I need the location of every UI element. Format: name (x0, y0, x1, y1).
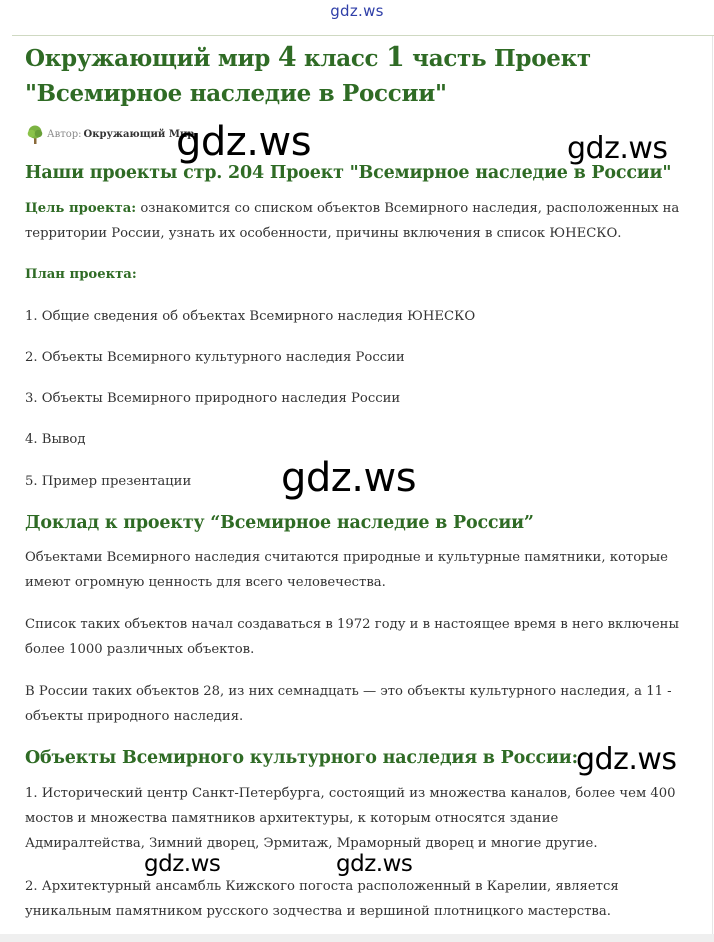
title-grade-number: 4 (277, 42, 297, 73)
report-paragraph: Объектами Всемирного наследия считаются природные и культурные памятники, которые имеют огромную ценность для всего человечества. (25, 550, 668, 590)
title-part-2: класс (296, 45, 386, 72)
footer-bar (0, 934, 714, 942)
watermark: gdz.ws (144, 851, 221, 877)
title-part-1: Окружающий мир (25, 45, 278, 72)
title-part-number: 1 (385, 42, 405, 73)
plan-item: 5. Пример презентации (25, 474, 192, 489)
author-name[interactable]: Окружающий Мир (83, 128, 195, 140)
watermark: gdz.ws (567, 131, 668, 166)
section-heading-report: Доклад к проекту “Всемирное наследие в России” (25, 513, 534, 533)
plan-label: План проекта: (25, 267, 137, 282)
plan-item: 1. Общие сведения об объектах Всемирного наследия ЮНЕСКО (25, 309, 476, 324)
goal-paragraph (25, 196, 680, 246)
page-title (25, 40, 685, 111)
plan-label-paragraph (25, 262, 680, 287)
report-paragraph: Список таких объектов начал создаваться в 1972 году и в настоящее время в него включены более 1000 различных объектов. (25, 617, 679, 657)
plan-item: 4. Вывод (25, 432, 86, 447)
report-paragraph: В России таких объектов 28, из них семнадцать — это объекты культурного наследия, а 11 - объекты природного наследия. (25, 684, 672, 724)
goal-label: Цель проекта: (25, 201, 137, 216)
plan-item: 2. Объекты Всемирного культурного наследия России (25, 350, 405, 365)
section-heading-projects: Наши проекты стр. 204 Проект "Всемирное наследие в России" (25, 163, 672, 183)
header-divider (12, 35, 714, 36)
author-prefix: Автор: (47, 128, 82, 140)
watermark: gdz.ws (576, 742, 677, 777)
cultural-object-item: 2. Архитектурный ансамбль Кижского погоста расположенный в Карелии, является уникальным памятником русского зодчества и вершиной плотницкого мастерства. (25, 879, 619, 919)
tree-icon (25, 124, 45, 144)
title-line-2: "Всемирное наследие в России" (25, 80, 447, 107)
title-part-3: часть Проект (404, 45, 591, 72)
watermark: gdz.ws (176, 119, 312, 165)
watermark: gdz.ws (281, 455, 417, 501)
cultural-object-item: 1. Исторический центр Санкт-Петербурга, состоящий из множества каналов, более чем 400 мостов и множества памятников архитектуры, к которым относятся здание Адмиралтейства, Зимний дворец, Эрмитаж, Мраморный дворец и многие другие. (25, 786, 676, 851)
goal-text: ознакомится со списком объектов Всемирного наследия, расположенных на территории России, узнать их особенности, причины включения в список ЮНЕСКО. (25, 201, 680, 241)
site-logo[interactable]: gdz.ws (330, 2, 384, 20)
watermark: gdz.ws (336, 851, 413, 877)
plan-item: 3. Объекты Всемирного природного наследия России (25, 391, 401, 406)
section-heading-cultural-objects: Объекты Всемирного культурного наследия в России: (25, 748, 578, 768)
sidebar-divider (712, 36, 713, 942)
author-line (25, 124, 194, 144)
